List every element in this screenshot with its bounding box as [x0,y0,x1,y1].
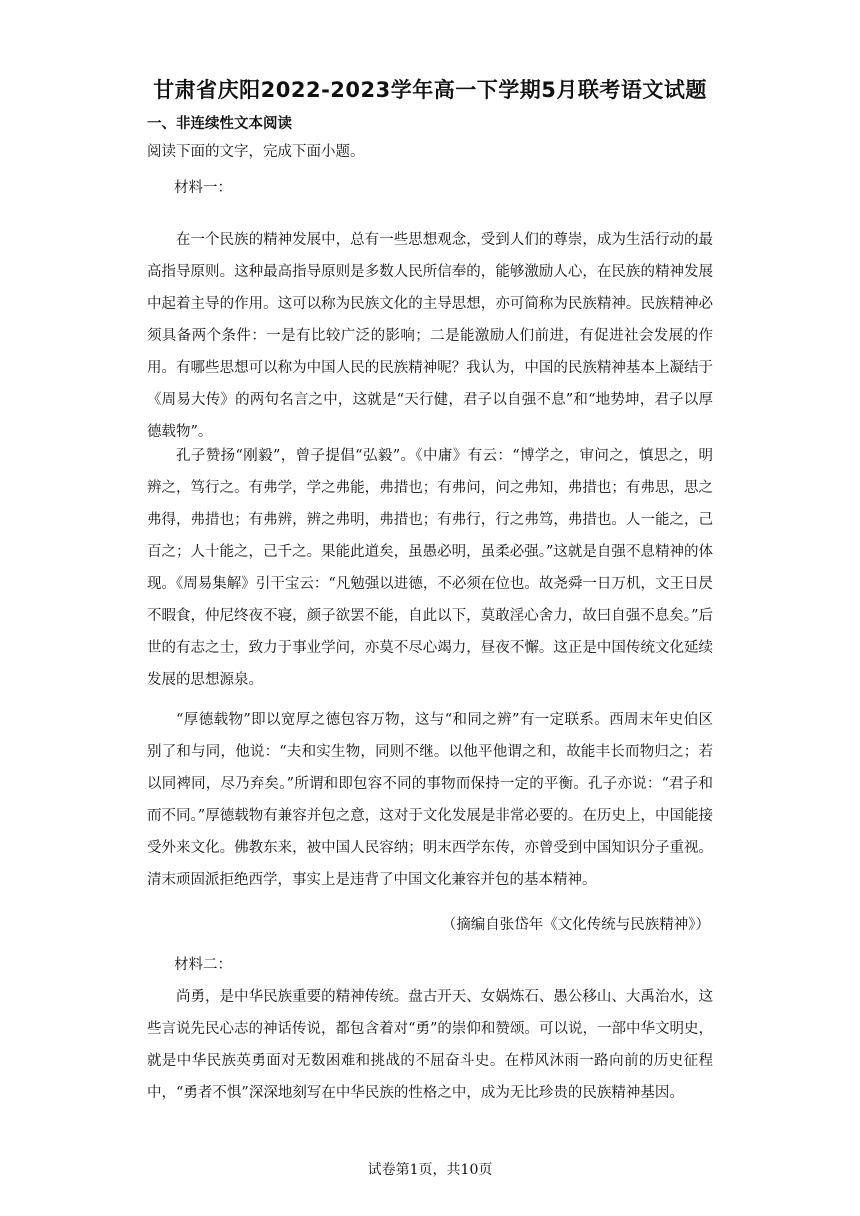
reading-instruction: 阅读下面的文字，完成下面小题。 [147,144,365,160]
page-footer: 试卷第1页，共10页 [367,1162,493,1178]
material-1-paragraph-1: 在一个民族的精神发展中，总有一些思想观念，受到人们的尊崇，成为生活行动的最高指导原则。这种最高指导原则是多数人民所信奉的，能够激励人心，在民族的精神发展中起着主导的作用。这可以称为民族文化的主导思想，亦可简称为民族精神。民族精神必须具备两个条件：一是有比较广泛的影响；二是能激励人们前进，有促进社会发展的作用。有哪些思想可以称为中国人民的民族精神呢？我认为，中国的民族精神基本上凝结于《周易大传》的两句名言之中，这就是“天行健，君子以自强不息”和“地势坤，君子以厚德载物”。 [147,232,713,440]
material-1-paragraph-3: “厚德载物”即以宽厚之德包容万物，这与“和同之辨”有一定联系。西周末年史伯区别了和与同，他说：“夫和实生物，同则不继。以他平他谓之和，故能丰长而物归之；若以同裨同，尽乃弃矣。”所谓和即包容不同的事物而保持一定的平衡。孔子亦说：“君子和而不同。”厚德载物有兼容并包之意，这对于文化发展是非常必要的。在历史上，中国能接受外来文化。佛教东来，被中国人民容纳；明末西学东传，亦曾受到中国知识分子重视。清末顽固派拒绝西学，事实上是违背了中国文化兼容并包的基本精神。 [147,712,713,888]
section-heading: 一、非连续性文本阅读 [147,116,292,132]
document-title: 甘肃省庆阳2022-2023学年高一下学期5月联考语文试题 [153,78,707,102]
material-2-label: 材料二： [174,957,232,973]
material-1-paragraph-2: 孔子赞扬“刚毅”，曾子提倡“弘毅”。《中庸》有云：“博学之，审问之，慎思之，明辨之，笃行之。有弗学，学之弗能，弗措也；有弗问，问之弗知，弗措也；有弗思，思之弗得，弗措也；有弗辨，辨之弗明，弗措也；有弗行，行之弗笃，弗措也。人一能之，己百之；人十能之，己千之。果能此道矣，虽愚必明，虽柔必强。”这就是自强不息精神的体现。《周易集解》引干宝云：“凡勉强以进德，不必须在位也。故尧舜一日万机，文王日昃不暇食，仲尼终夜不寝，颜子欲罢不能，自此以下，莫敢淫心舍力，故曰自强不息矣。”后世的有志之士，致力于事业学问，亦莫不尽心竭力，昼夜不懈。这正是中国传统文化延续发展的思想源泉。 [147,448,713,688]
material-1-label: 材料一： [174,180,232,196]
material-2-paragraph-1: 尚勇，是中华民族重要的精神传统。盘古开天、女娲炼石、愚公移山、大禹治水，这些言说先民心志的神话传说，都包含着对“勇”的崇仰和赞颂。可以说，一部中华文明史，就是中华民族英勇面对无数困难和挑战的不屈奋斗史。在栉风沐雨一路向前的历史征程中，“勇者不惧”深深地刻写在中华民族的性格之中，成为无比珍贵的民族精神基因。 [147,989,713,1101]
material-1-source: （摘编自张岱年《文化传统与民族精神》） [441,917,710,933]
